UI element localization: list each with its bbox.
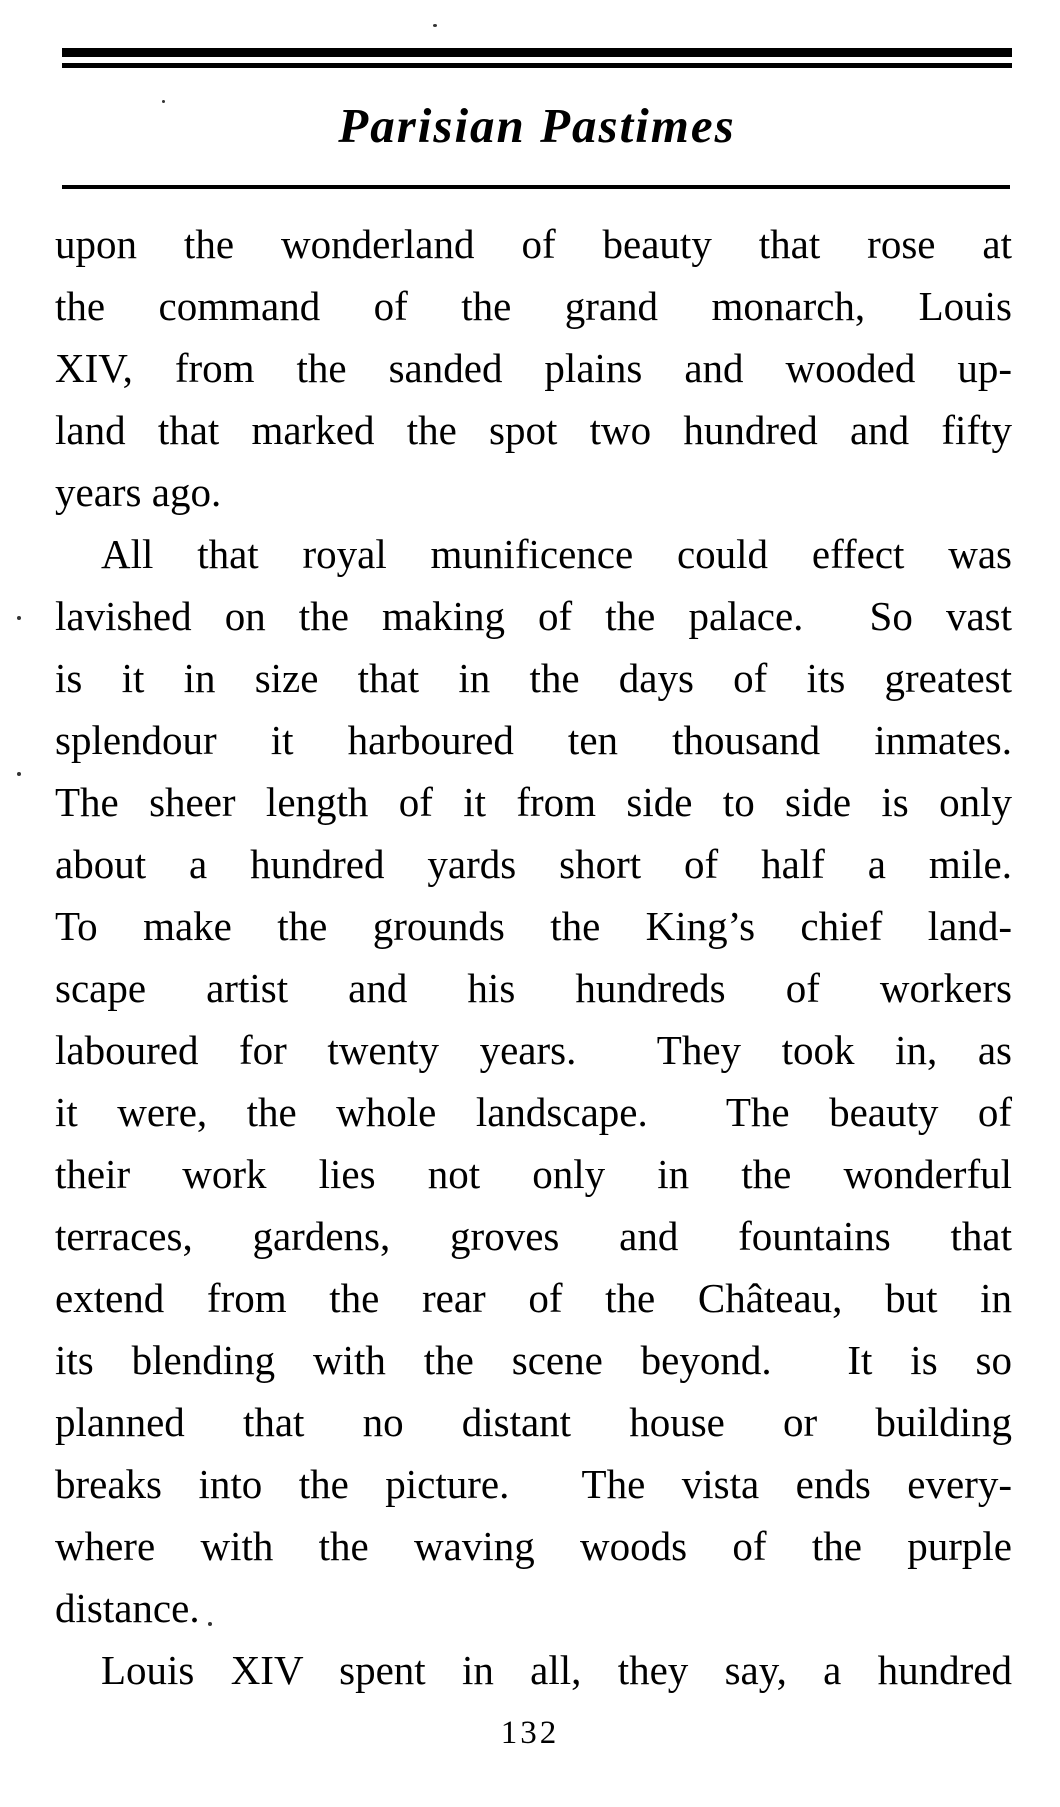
text-line: upon the wonderland of beauty that rose at: [55, 221, 1012, 267]
text-line: terraces, gardens, groves and fountains that: [55, 1213, 1012, 1259]
text-line: breaks into the picture. The vista ends every-: [55, 1461, 1012, 1507]
text-line: land that marked the spot two hundred and fifty: [55, 407, 1012, 453]
text-line: about a hundred yards short of half a mile.: [55, 841, 1012, 887]
text-line: years ago.: [55, 469, 222, 515]
scan-speck: [433, 24, 437, 27]
top-rule-thin: [62, 63, 1012, 68]
text-line: planned that no distant house or building: [55, 1399, 1012, 1445]
scan-speck: [162, 100, 165, 103]
top-rule-thick: [62, 48, 1012, 57]
text-line: distance.: [55, 1585, 200, 1631]
body-text: [55, 213, 1012, 1701]
text-line: lavished on the making of the palace. So vast: [55, 593, 1012, 639]
paragraph: [55, 213, 1012, 523]
text-line: laboured for twenty years. They took in, as: [55, 1027, 1012, 1073]
text-line: XIV, from the sanded plains and wooded up-: [55, 345, 1012, 391]
text-line: Louis XIV spent in all, they say, a hundred: [101, 1647, 1012, 1693]
text-line: All that royal munificence could effect was: [101, 531, 1012, 577]
text-line: To make the grounds the King’s chief land-: [55, 903, 1012, 949]
title-rule: [62, 185, 1010, 189]
text-line: splendour it harboured ten thousand inmates.: [55, 717, 1012, 763]
text-line: is it in size that in the days of its greatest: [55, 655, 1012, 701]
scan-speck: [17, 616, 21, 620]
paragraph: [55, 523, 1012, 1639]
text-line: extend from the rear of the Château, but in: [55, 1275, 1012, 1321]
paragraph: [55, 1639, 1012, 1701]
text-line: it were, the whole landscape. The beauty of: [55, 1089, 1012, 1135]
text-line: its blending with the scene beyond. It is so: [55, 1337, 1012, 1383]
scan-speck: [208, 1622, 212, 1626]
page-title: Parisian Pastimes: [338, 98, 736, 153]
page-number: 132: [500, 1715, 560, 1751]
text-line: where with the waving woods of the purple: [55, 1523, 1012, 1569]
text-line: scape artist and his hundreds of workers: [55, 965, 1012, 1011]
text-line: their work lies not only in the wonderful: [55, 1151, 1012, 1197]
text-line: The sheer length of it from side to side is only: [55, 779, 1012, 825]
scan-speck: [17, 772, 21, 776]
text-line: the command of the grand monarch, Louis: [55, 283, 1012, 329]
